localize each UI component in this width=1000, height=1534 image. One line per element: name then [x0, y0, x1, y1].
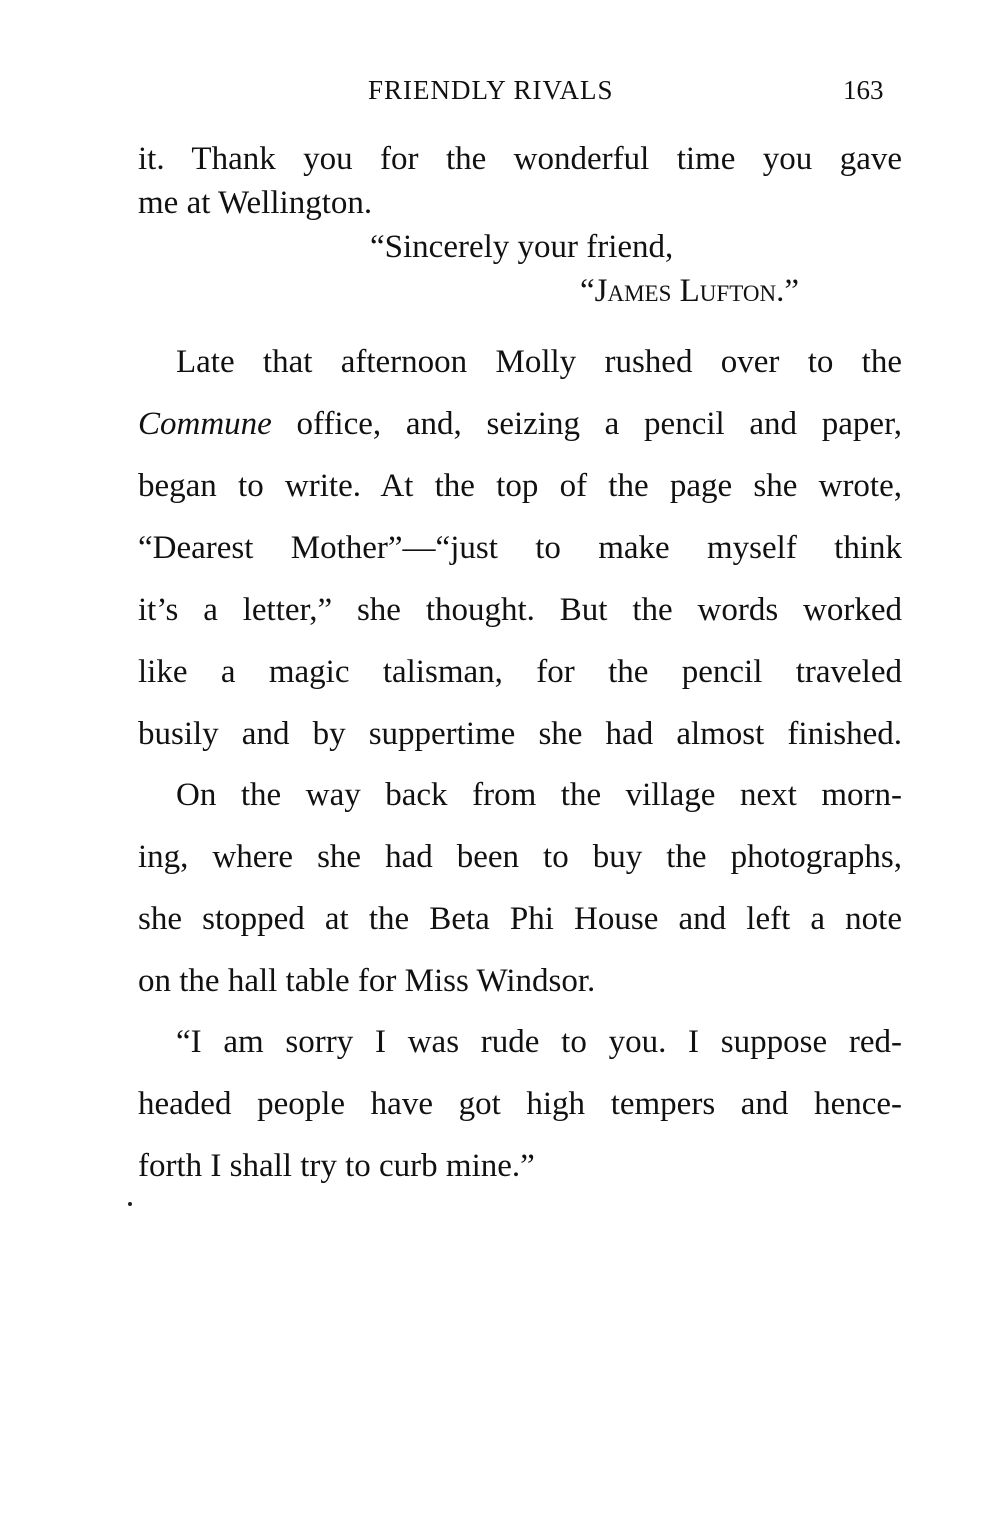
- letter-closing: “Sincerely your friend,: [370, 229, 674, 265]
- paragraph-2-line-2: ing, where she had been to buy the photographs,: [138, 839, 902, 875]
- letter-signature: [580, 269, 799, 313]
- commune-title: Commune: [138, 406, 272, 442]
- paragraph-2-line-4: on the hall table for Miss Windsor.: [138, 963, 596, 999]
- letter-line-2: me at Wellington.: [138, 185, 373, 221]
- paragraph-1-line-6: like a magic talisman, for the pencil traveled: [138, 654, 902, 690]
- paragraph-2-line-1: On the way back from the village next morn-: [176, 777, 902, 813]
- paragraph-3-line-3: forth I shall try to curb mine.”: [138, 1148, 535, 1184]
- letter-line-1: it. Thank you for the wonderful time you gave: [138, 141, 902, 177]
- paragraph-1-line-4: “Dearest Mother”—“just to make myself think: [138, 530, 902, 566]
- paragraph-1-line-7: busily and by suppertime she had almost finished.: [138, 716, 902, 752]
- paragraph-1-line-2: [138, 393, 902, 455]
- signature-open-quote: “: [580, 273, 595, 309]
- page-number: 163: [843, 75, 884, 105]
- signature-close-quote: .”: [776, 273, 799, 309]
- paragraph-1-line-2-rest: office, and, seizing a pencil and paper,: [271, 406, 902, 442]
- paragraph-1-line-5: it’s a letter,” she thought. But the words worked: [138, 592, 902, 628]
- print-speck: [128, 1202, 132, 1206]
- paragraph-3-line-2: headed people have got high tempers and hence-: [138, 1086, 902, 1122]
- paragraph-1-line-1: Late that afternoon Molly rushed over to the: [176, 344, 902, 380]
- running-head-title: FRIENDLY RIVALS: [368, 75, 614, 105]
- paragraph-3-line-1: “I am sorry I was rude to you. I suppose red-: [176, 1024, 902, 1060]
- signature-name: James Lufton: [594, 273, 777, 309]
- paragraph-2-line-3: she stopped at the Beta Phi House and left a note: [138, 901, 902, 937]
- paragraph-1-line-3: began to write. At the top of the page she wrote,: [138, 468, 902, 504]
